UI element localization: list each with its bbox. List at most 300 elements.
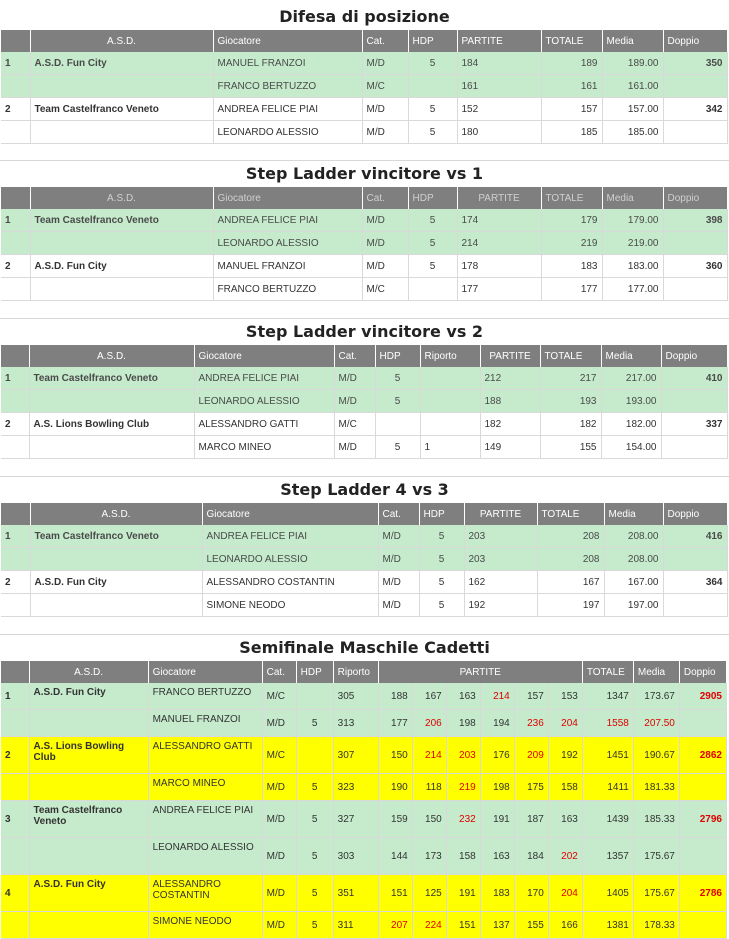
cell-totale: 179 [541, 209, 602, 232]
col-giocatore: Giocatore [194, 345, 334, 367]
cell-game: 183 [480, 875, 514, 912]
cell-game: 151 [446, 912, 480, 939]
cell-cat: M/D [362, 121, 408, 144]
cell-cat: M/D [362, 255, 408, 278]
col-hdp: HDP [408, 30, 457, 52]
table-row [1, 774, 727, 801]
col-media: Media [604, 503, 663, 525]
cell-game: 157 [514, 683, 548, 710]
cell-partite: 182 [480, 413, 540, 436]
cell-totale: 167 [537, 571, 604, 594]
cell-doppio: 398 [663, 209, 727, 232]
cell-totale: 155 [540, 436, 601, 459]
cell-totale: 183 [541, 255, 602, 278]
col-hdp: HDP [375, 345, 420, 367]
cell-riporto: 323 [333, 774, 378, 801]
cell-doppio [663, 232, 727, 255]
col-giocatore: Giocatore [213, 30, 362, 52]
cell-cat: M/D [378, 571, 419, 594]
cell-player: ALESSANDRO GATTI [148, 737, 262, 774]
cell-cat: M/D [362, 209, 408, 232]
cell-game: 150 [412, 801, 446, 838]
cell-cat: M/D [362, 232, 408, 255]
cell-game: 170 [514, 875, 548, 912]
cell-pos [1, 278, 30, 301]
cell-doppio [679, 774, 726, 801]
cell-player: MARCO MINEO [148, 774, 262, 801]
cell-totale: 1451 [582, 737, 633, 774]
cell-game: 118 [412, 774, 446, 801]
results-table [1, 661, 727, 939]
table-row [1, 710, 727, 737]
col-cat: Cat. [362, 30, 408, 52]
cell-pos: 1 [1, 683, 29, 710]
cell-totale: 193 [540, 390, 601, 413]
table-row [1, 683, 727, 710]
table-header [1, 345, 727, 367]
col-doppio: Doppio [663, 30, 727, 52]
cell-game: 214 [480, 683, 514, 710]
cell-team: A.S. Lions Bowling Club [29, 737, 148, 774]
cell-doppio: 350 [663, 52, 727, 75]
cell-team: A.S.D. Fun City [29, 875, 148, 912]
cell-game: 187 [514, 801, 548, 838]
table-header [1, 30, 727, 52]
cell-cat: M/D [262, 801, 296, 838]
cell-game: 125 [412, 875, 446, 912]
cell-hdp: 5 [419, 594, 464, 617]
cell-cat: M/D [362, 98, 408, 121]
cell-partite: 162 [464, 571, 537, 594]
cell-riporto: 311 [333, 912, 378, 939]
col-doppio: Doppio [663, 187, 727, 209]
cell-media: 219.00 [602, 232, 663, 255]
cell-game: 137 [480, 912, 514, 939]
cell-player: ALESSANDRO GATTI [194, 413, 334, 436]
cell-pos: 1 [1, 525, 30, 548]
section-title: Step Ladder vincitore vs 1 [0, 160, 729, 187]
cell-game: 190 [378, 774, 412, 801]
cell-player: ANDREA FELICE PIAI [194, 367, 334, 390]
cell-pos [1, 121, 30, 144]
cell-totale: 1347 [582, 683, 633, 710]
col-partite: PARTITE [464, 503, 537, 525]
cell-riporto [420, 367, 480, 390]
cell-partite: 161 [457, 75, 541, 98]
cell-player: LEONARDO ALESSIO [194, 390, 334, 413]
col-hdp: HDP [408, 187, 457, 209]
cell-team: Team Castelfranco Veneto [29, 801, 148, 838]
cell-pos [1, 390, 29, 413]
cell-partite: 177 [457, 278, 541, 301]
cell-doppio [663, 75, 727, 98]
cell-player: MANUEL FRANZOI [213, 52, 362, 75]
col-partite: PARTITE [480, 345, 540, 367]
cell-pos [1, 774, 29, 801]
cell-game: 198 [480, 774, 514, 801]
cell-cat: M/C [262, 737, 296, 774]
cell-pos [1, 232, 30, 255]
cell-game: 206 [412, 710, 446, 737]
col-giocatore: Giocatore [148, 661, 262, 683]
cell-riporto: 351 [333, 875, 378, 912]
table-row [1, 75, 727, 98]
cell-doppio [679, 838, 726, 875]
cell-cat: M/D [334, 390, 375, 413]
cell-riporto: 327 [333, 801, 378, 838]
cell-player: FRANCO BERTUZZO [213, 278, 362, 301]
cell-team: A.S. Lions Bowling Club [29, 413, 194, 436]
cell-team: Team Castelfranco Veneto [30, 525, 202, 548]
table-header [1, 661, 727, 683]
cell-partite: 180 [457, 121, 541, 144]
cell-media: 161.00 [602, 75, 663, 98]
cell-hdp: 5 [408, 98, 457, 121]
cell-team [29, 710, 148, 737]
cell-game: 184 [514, 838, 548, 875]
cell-game: 219 [446, 774, 480, 801]
cell-partite: 203 [464, 548, 537, 571]
cell-hdp: 5 [419, 548, 464, 571]
cell-doppio: 410 [661, 367, 727, 390]
cell-player: ANDREA FELICE PIAI [213, 98, 362, 121]
cell-partite: 188 [480, 390, 540, 413]
table-row [1, 232, 727, 255]
cell-hdp: 5 [296, 912, 333, 939]
cell-doppio [679, 710, 726, 737]
cell-doppio: 2786 [679, 875, 726, 912]
cell-doppio: 2796 [679, 801, 726, 838]
table-row [1, 912, 727, 939]
col-hdp: HDP [296, 661, 333, 683]
cell-team [29, 838, 148, 875]
cell-media: 173.67 [633, 683, 679, 710]
cell-game: 204 [548, 710, 582, 737]
cell-cat: M/C [262, 683, 296, 710]
cell-game: 191 [480, 801, 514, 838]
cell-game: 209 [514, 737, 548, 774]
cell-player: ALESSANDRO COSTANTIN [148, 875, 262, 912]
cell-game: 224 [412, 912, 446, 939]
table-row [1, 548, 727, 571]
cell-partite: 212 [480, 367, 540, 390]
cell-riporto [420, 413, 480, 436]
section-title: Difesa di posizione [279, 7, 450, 26]
cell-pos: 1 [1, 367, 29, 390]
cell-media: 179.00 [602, 209, 663, 232]
col-media: Media [633, 661, 679, 683]
cell-media: 181.33 [633, 774, 679, 801]
cell-player: LEONARDO ALESSIO [148, 838, 262, 875]
cell-totale: 161 [541, 75, 602, 98]
cell-totale: 217 [540, 367, 601, 390]
cell-team [29, 774, 148, 801]
cell-game: 203 [446, 737, 480, 774]
cell-cat: M/D [378, 525, 419, 548]
col-riporto: Riporto [333, 661, 378, 683]
table-row [1, 278, 727, 301]
cell-totale: 1381 [582, 912, 633, 939]
cell-team [29, 390, 194, 413]
col-cat: Cat. [334, 345, 375, 367]
cell-cat: M/D [362, 52, 408, 75]
cell-game: 150 [378, 737, 412, 774]
cell-partite: 149 [480, 436, 540, 459]
cell-pos [1, 838, 29, 875]
col-partite: PARTITE [457, 30, 541, 52]
table-row [1, 52, 727, 75]
cell-doppio [663, 594, 727, 617]
cell-riporto: 303 [333, 838, 378, 875]
section-title: Step Ladder 4 vs 3 [0, 476, 729, 503]
col-doppio: Doppio [663, 503, 727, 525]
results-table [1, 503, 728, 617]
cell-cat: M/D [262, 875, 296, 912]
col-partite: PARTITE [457, 187, 541, 209]
results-table [1, 345, 728, 459]
table-row [1, 390, 727, 413]
cell-cat: M/D [262, 838, 296, 875]
table-header [1, 503, 727, 525]
cell-doppio: 360 [663, 255, 727, 278]
col-asd: A.S.D. [29, 661, 148, 683]
cell-game: 192 [548, 737, 582, 774]
cell-totale: 1405 [582, 875, 633, 912]
cell-pos [1, 436, 29, 459]
cell-game: 173 [412, 838, 446, 875]
cell-hdp: 5 [408, 52, 457, 75]
cell-totale: 1411 [582, 774, 633, 801]
cell-hdp: 5 [296, 774, 333, 801]
table-row [1, 255, 727, 278]
cell-game: 163 [446, 683, 480, 710]
cell-game: 204 [548, 875, 582, 912]
cell-team [30, 232, 213, 255]
cell-game: 158 [548, 774, 582, 801]
cell-totale: 219 [541, 232, 602, 255]
cell-hdp: 5 [419, 525, 464, 548]
cell-team [30, 121, 213, 144]
cell-team: A.S.D. Fun City [30, 52, 213, 75]
cell-hdp: 5 [296, 801, 333, 838]
cell-hdp: 5 [408, 255, 457, 278]
cell-pos [1, 912, 29, 939]
cell-media: 185.00 [602, 121, 663, 144]
cell-cat: M/D [262, 912, 296, 939]
cell-hdp: 5 [419, 571, 464, 594]
col-media: Media [602, 30, 663, 52]
cell-player: ALESSANDRO COSTANTIN [202, 571, 378, 594]
cell-hdp [296, 737, 333, 774]
cell-partite: 214 [457, 232, 541, 255]
results-table [1, 30, 728, 144]
cell-hdp: 5 [408, 209, 457, 232]
cell-player: SIMONE NEODO [148, 912, 262, 939]
cell-team [30, 548, 202, 571]
cell-pos: 4 [1, 875, 29, 912]
cell-pos [1, 710, 29, 737]
cell-doppio [661, 436, 727, 459]
cell-player: MANUEL FRANZOI [148, 710, 262, 737]
cell-game: 232 [446, 801, 480, 838]
cell-doppio [663, 278, 727, 301]
cell-hdp: 5 [296, 710, 333, 737]
section-step-ladder-3 [0, 476, 729, 617]
col-media: Media [602, 187, 663, 209]
col-giocatore: Giocatore [202, 503, 378, 525]
cell-doppio: 342 [663, 98, 727, 121]
cell-player: ANDREA FELICE PIAI [148, 801, 262, 838]
col-hdp: HDP [419, 503, 464, 525]
cell-pos: 2 [1, 737, 29, 774]
cell-doppio [661, 390, 727, 413]
cell-media: 178.33 [633, 912, 679, 939]
cell-hdp: 5 [296, 875, 333, 912]
table-row [1, 436, 727, 459]
cell-player: LEONARDO ALESSIO [202, 548, 378, 571]
cell-game: 166 [548, 912, 582, 939]
cell-player: ANDREA FELICE PIAI [213, 209, 362, 232]
col-asd: A.S.D. [30, 187, 213, 209]
cell-doppio [663, 121, 727, 144]
col-totale: TOTALE [540, 345, 601, 367]
cell-media: 182.00 [601, 413, 661, 436]
cell-totale: 189 [541, 52, 602, 75]
cell-partite: 203 [464, 525, 537, 548]
cell-media: 189.00 [602, 52, 663, 75]
cell-player: ANDREA FELICE PIAI [202, 525, 378, 548]
section-title: Step Ladder vincitore vs 2 [0, 318, 729, 345]
col-media: Media [601, 345, 661, 367]
cell-partite: 178 [457, 255, 541, 278]
cell-cat: M/D [262, 710, 296, 737]
cell-game: 151 [378, 875, 412, 912]
section-step-ladder-2 [0, 318, 729, 459]
cell-cat: M/D [378, 548, 419, 571]
cell-media: 193.00 [601, 390, 661, 413]
cell-cat: M/D [334, 367, 375, 390]
cell-totale: 208 [537, 525, 604, 548]
cell-pos: 2 [1, 255, 30, 278]
cell-doppio: 337 [661, 413, 727, 436]
cell-team [29, 436, 194, 459]
cell-cat: M/C [362, 75, 408, 98]
table-row [1, 875, 727, 912]
cell-game: 159 [378, 801, 412, 838]
cell-media: 175.67 [633, 875, 679, 912]
cell-cat: M/C [362, 278, 408, 301]
cell-game: 202 [548, 838, 582, 875]
table-row [1, 571, 727, 594]
cell-pos: 1 [1, 209, 30, 232]
cell-pos: 3 [1, 801, 29, 838]
cell-doppio: 2862 [679, 737, 726, 774]
section-step-ladder-1 [0, 160, 729, 301]
cell-doppio: 364 [663, 571, 727, 594]
table-row [1, 801, 727, 838]
cell-riporto [420, 390, 480, 413]
col-asd: A.S.D. [30, 30, 213, 52]
cell-pos: 2 [1, 98, 30, 121]
cell-game: 214 [412, 737, 446, 774]
cell-media: 207.50 [633, 710, 679, 737]
cell-hdp: 5 [408, 121, 457, 144]
cell-team [30, 75, 213, 98]
cell-totale: 182 [540, 413, 601, 436]
cell-media: 217.00 [601, 367, 661, 390]
cell-player: FRANCO BERTUZZO [148, 683, 262, 710]
col-giocatore: Giocatore [213, 187, 362, 209]
cell-riporto: 313 [333, 710, 378, 737]
cell-partite: 174 [457, 209, 541, 232]
cell-game: 177 [378, 710, 412, 737]
cell-game: 191 [446, 875, 480, 912]
cell-cat: M/C [334, 413, 375, 436]
cell-hdp [408, 278, 457, 301]
cell-game: 144 [378, 838, 412, 875]
cell-partite: 192 [464, 594, 537, 617]
col-cat: Cat. [362, 187, 408, 209]
cell-player: MARCO MINEO [194, 436, 334, 459]
cell-hdp: 5 [296, 838, 333, 875]
table-row [1, 737, 727, 774]
cell-hdp [375, 413, 420, 436]
col-totale: TOTALE [537, 503, 604, 525]
cell-doppio [663, 548, 727, 571]
cell-team: Team Castelfranco Veneto [29, 367, 194, 390]
cell-media: 190.67 [633, 737, 679, 774]
col-partite: PARTITE [378, 661, 582, 683]
cell-doppio [679, 912, 726, 939]
cell-game: 236 [514, 710, 548, 737]
col-doppio: Doppio [661, 345, 727, 367]
cell-hdp: 5 [375, 367, 420, 390]
cell-pos: 2 [1, 571, 30, 594]
cell-team: A.S.D. Fun City [30, 571, 202, 594]
cell-media: 185.33 [633, 801, 679, 838]
cell-team [30, 278, 213, 301]
cell-game: 163 [480, 838, 514, 875]
cell-hdp [296, 683, 333, 710]
cell-team [29, 912, 148, 939]
cell-pos: 1 [1, 52, 30, 75]
cell-pos: 2 [1, 413, 29, 436]
cell-media: 183.00 [602, 255, 663, 278]
cell-partite: 184 [457, 52, 541, 75]
col-asd: A.S.D. [30, 503, 202, 525]
cell-media: 157.00 [602, 98, 663, 121]
cell-game: 167 [412, 683, 446, 710]
table-row [1, 838, 727, 875]
cell-totale: 1558 [582, 710, 633, 737]
cell-hdp: 5 [408, 232, 457, 255]
cell-totale: 177 [541, 278, 602, 301]
cell-partite: 152 [457, 98, 541, 121]
cell-game: 207 [378, 912, 412, 939]
table-row [1, 525, 727, 548]
table-row [1, 209, 727, 232]
cell-team: A.S.D. Fun City [30, 255, 213, 278]
col-asd: A.S.D. [29, 345, 194, 367]
cell-doppio: 416 [663, 525, 727, 548]
cell-media: 197.00 [604, 594, 663, 617]
table-row [1, 121, 727, 144]
cell-game: 198 [446, 710, 480, 737]
cell-media: 154.00 [601, 436, 661, 459]
cell-cat: M/D [334, 436, 375, 459]
cell-totale: 197 [537, 594, 604, 617]
section-difesa [0, 4, 729, 144]
